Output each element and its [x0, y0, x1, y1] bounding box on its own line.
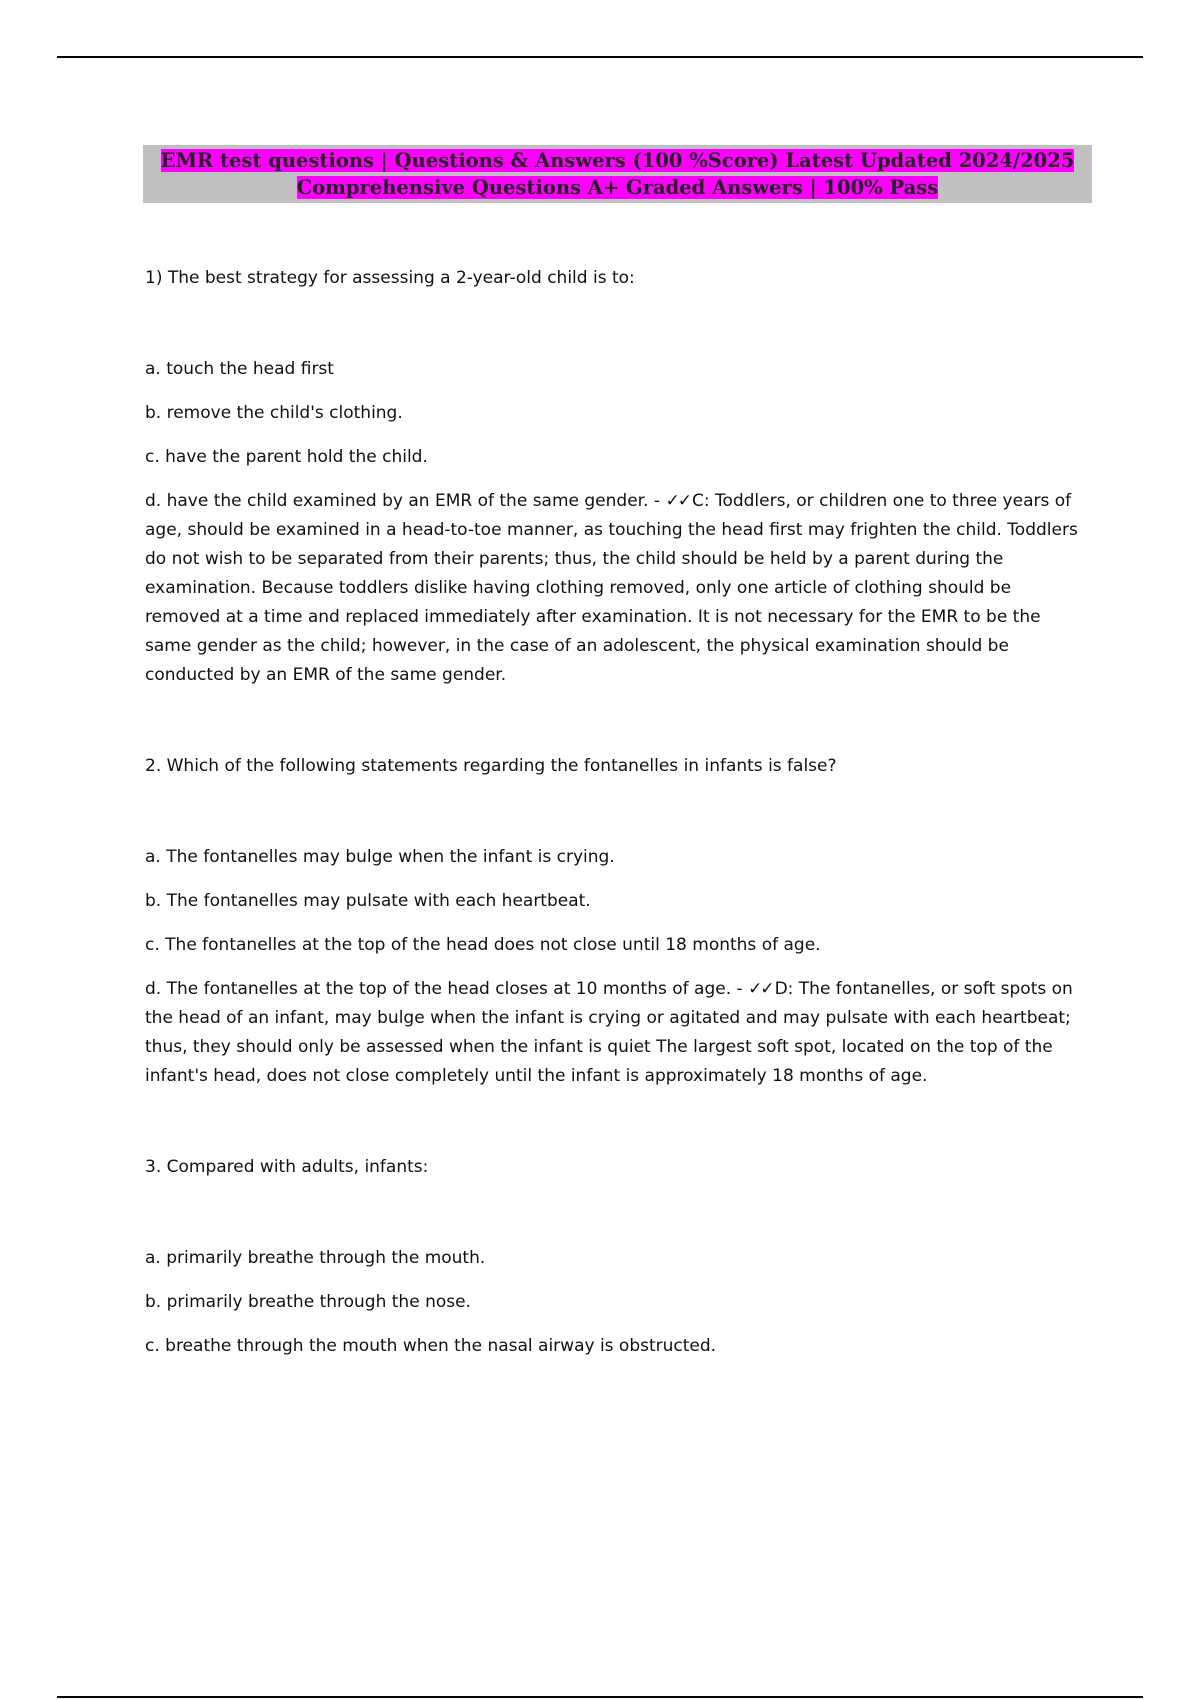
question-1 — [145, 264, 1080, 690]
question-2 — [145, 752, 1080, 1091]
question-3 — [145, 1153, 1080, 1361]
question-1-option-d-with-answer — [145, 487, 1080, 690]
title-line-2: Comprehensive Questions A+ Graded Answers | 100% Pass — [296, 176, 939, 199]
question-1-option-d: d. have the child examined by an EMR of the same gender. - — [145, 491, 666, 511]
double-check-icon: ✓✓ — [665, 491, 690, 511]
document-title-band — [143, 145, 1092, 203]
question-2-answer: D: The fontanelles, or soft spots on the head of an infant, may bulge when the infant is crying or agitated and may pulsate with each heartbeat; thus, they should only be assessed when the infant is quiet The largest soft spot, located on the top of the infant's head, does not close completely until the infant is approximately 18 months of age. — [145, 979, 1073, 1086]
question-2-option-c: c. The fontanelles at the top of the head does not close until 18 months of age. — [145, 935, 821, 955]
question-2-stem: 2. Which of the following statements regarding the fontanelles in infants is false? — [145, 756, 837, 776]
question-3-option-c: c. breathe through the mouth when the nasal airway is obstructed. — [145, 1336, 717, 1356]
question-1-stem: 1) The best strategy for assessing a 2-year-old child is to: — [145, 268, 635, 288]
question-1-option-b: b. remove the child's clothing. — [145, 403, 403, 423]
question-3-stem: 3. Compared with adults, infants: — [145, 1157, 429, 1177]
document-body — [145, 264, 1080, 1376]
question-2-option-a: a. The fontanelles may bulge when the infant is crying. — [145, 847, 615, 867]
question-3-option-a: a. primarily breathe through the mouth. — [145, 1248, 486, 1268]
question-1-option-c: c. have the parent hold the child. — [145, 447, 428, 467]
question-2-option-d-with-answer — [145, 975, 1080, 1091]
top-rule — [57, 56, 1143, 58]
question-1-option-a: a. touch the head first — [145, 359, 334, 379]
question-2-option-d: d. The fontanelles at the top of the head closes at 10 months of age. - — [145, 979, 749, 999]
question-3-option-b: b. primarily breathe through the nose. — [145, 1292, 471, 1312]
title-line-1: EMR test questions | Questions & Answers (100 %Score) Latest Updated 2024/2025 — [160, 149, 1075, 172]
bottom-rule — [57, 1696, 1143, 1698]
question-2-option-b: b. The fontanelles may pulsate with each heartbeat. — [145, 891, 591, 911]
question-1-answer: C: Toddlers, or children one to three years of age, should be examined in a head-to-toe manner, as touching the head first may frighten the child. Toddlers do not wish to be separated from their parents; thus, the child should be held by a parent during the examination. Because toddlers dislike having clothing removed, only one article of clothing should be removed at a time and replaced immediately after examination. It is not necessary for the EMR to be the same gender as the child; however, in the case of an adolescent, the physical examination should be conducted by an EMR of the same gender. — [145, 491, 1078, 685]
double-check-icon: ✓✓ — [748, 979, 773, 999]
